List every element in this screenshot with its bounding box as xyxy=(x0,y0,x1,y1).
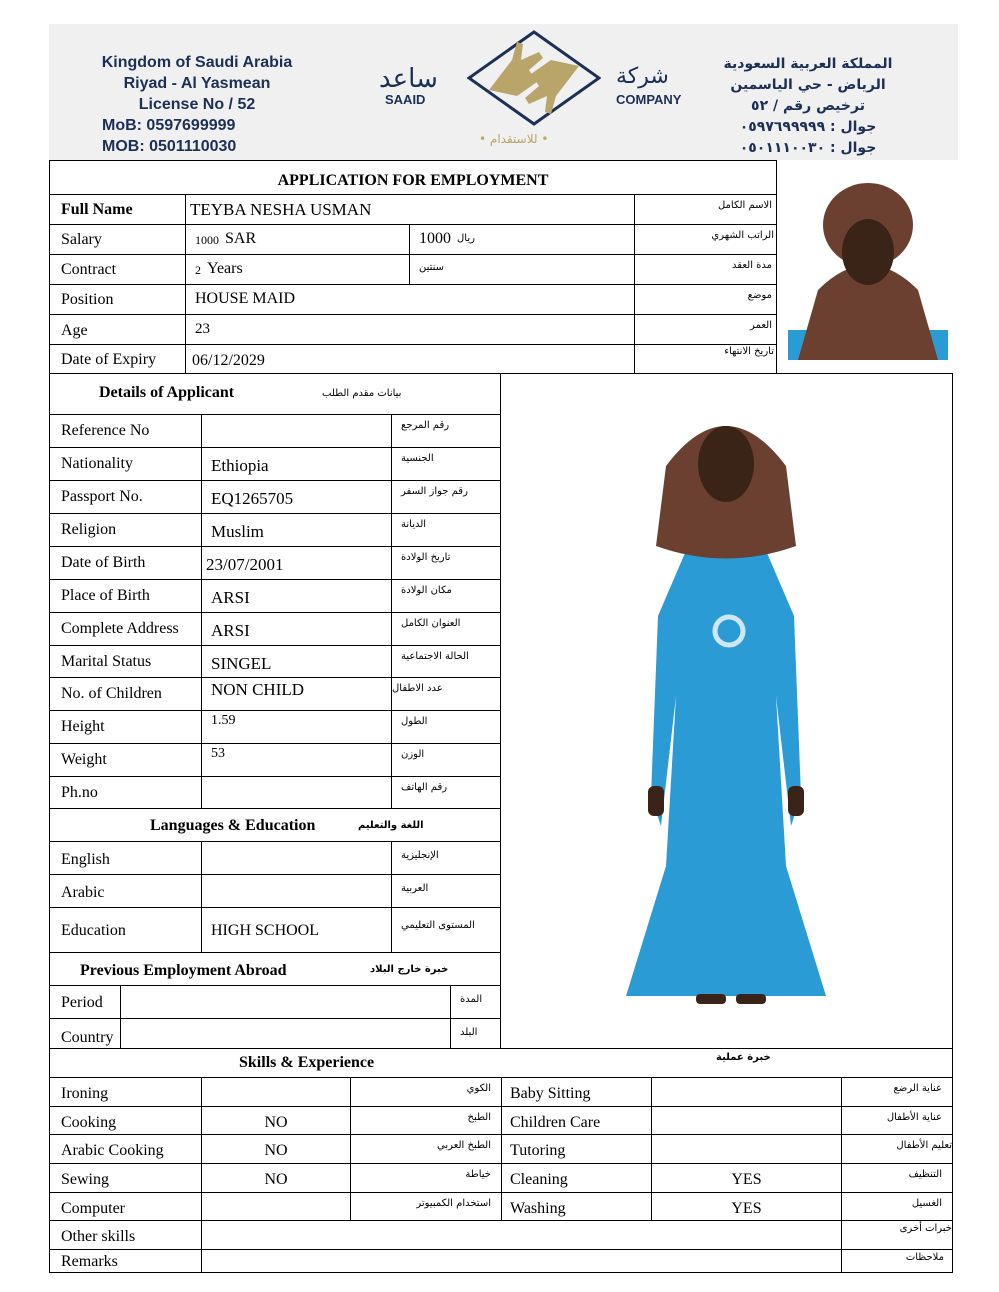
letterhead-english xyxy=(67,52,327,157)
language-ar: العربية xyxy=(401,883,429,894)
details-label: Ph.no xyxy=(61,784,98,801)
skill-ar: عناية الأطفال xyxy=(886,1112,942,1123)
portrait-photo xyxy=(788,180,948,360)
details-value: EQ1265705 xyxy=(211,489,294,508)
skill-value: NO xyxy=(264,1114,288,1131)
details-ar: الوزن xyxy=(401,749,425,760)
letterhead-arabic xyxy=(698,54,918,159)
details-ar: الجنسية xyxy=(401,453,434,464)
details-ar-cell xyxy=(391,414,501,448)
position-label: Position xyxy=(61,291,114,308)
details-value: 1.59 xyxy=(211,713,236,728)
other-skills-ar: خبرات أخرى xyxy=(899,1223,952,1234)
details-value: ARSI xyxy=(211,621,250,640)
skill-label-cell xyxy=(501,1077,652,1107)
position-label-cell xyxy=(49,284,186,315)
skill-label: Washing xyxy=(510,1200,566,1217)
contract-label-cell xyxy=(49,254,186,285)
details-value-cell xyxy=(201,414,392,448)
details-ar: العنوان الكامل xyxy=(401,618,461,629)
details-label-cell xyxy=(49,677,202,711)
salary-unit: SAR xyxy=(225,230,257,247)
details-heading-ar: بيانات مقدم الطلب xyxy=(322,388,402,399)
skill-value-cell xyxy=(651,1163,842,1193)
details-value-cell xyxy=(201,776,392,809)
skill-ar-cell xyxy=(841,1163,953,1193)
salary-ar-value-cell xyxy=(409,224,635,255)
previous-label-cell xyxy=(49,985,121,1019)
hands-logo-icon xyxy=(467,30,601,126)
letterhead-ar-line: المملكة العربية السعودية xyxy=(723,56,893,72)
languages-heading-ar: اللغة والتعليم xyxy=(358,820,424,831)
remarks-value-cell xyxy=(201,1249,842,1273)
details-ar-cell xyxy=(391,447,501,481)
details-value: NON CHILD xyxy=(211,680,305,699)
previous-ar-cell xyxy=(450,1018,501,1050)
skill-ar-cell xyxy=(350,1163,502,1193)
skill-ar: استخدام الكمبيوتر xyxy=(416,1198,491,1209)
details-ar: الحالة الاجتماعية xyxy=(401,651,469,662)
details-ar: رقم المرجع xyxy=(401,420,450,431)
language-label: Arabic xyxy=(61,884,105,901)
age-value: 23 xyxy=(195,321,210,337)
details-ar-cell xyxy=(391,579,501,613)
details-label-cell xyxy=(49,710,202,744)
details-ar: الطول xyxy=(401,716,428,727)
skill-label: Arabic Cooking xyxy=(61,1142,164,1159)
skill-ar: الكوي xyxy=(466,1083,491,1094)
other-skills-label-cell xyxy=(49,1220,202,1250)
salary-ar: الراتب الشهري xyxy=(711,230,774,241)
details-label: No. of Children xyxy=(61,685,162,702)
details-value-cell xyxy=(201,612,392,646)
skill-ar: الطبخ العربي xyxy=(437,1140,491,1151)
details-value: 23/07/2001 xyxy=(206,555,284,574)
languages-heading-cell xyxy=(49,808,501,842)
expiry-label-cell xyxy=(49,344,186,374)
full-body-figure-icon xyxy=(626,396,826,1036)
age-label-cell xyxy=(49,314,186,345)
language-ar: الإنجليزية xyxy=(401,850,439,861)
skill-ar: الطبخ xyxy=(467,1112,491,1123)
letterhead-ar-line: ترخيص رقم / ٥٢ xyxy=(751,98,865,114)
expiry-ar-cell xyxy=(634,344,777,374)
logo-left-english: SAAID xyxy=(385,92,426,107)
contract-value-cell xyxy=(185,254,410,285)
details-label-cell xyxy=(49,447,202,481)
language-value: HIGH SCHOOL xyxy=(211,922,319,939)
full-name-label-cell xyxy=(49,194,186,225)
skill-value: YES xyxy=(731,1171,762,1188)
details-ar: رقم الهاتف xyxy=(401,782,448,793)
previous-value-cell xyxy=(120,1018,451,1050)
language-value-cell xyxy=(201,907,392,953)
skill-value-cell xyxy=(651,1106,842,1136)
previous-ar-cell xyxy=(450,985,501,1019)
language-ar-cell xyxy=(391,874,501,908)
details-value-cell xyxy=(201,546,392,580)
details-ar: مكان الولادة xyxy=(401,585,452,596)
details-label: Passport No. xyxy=(61,488,143,505)
full-name-value-cell xyxy=(185,194,635,225)
position-ar: موضع xyxy=(747,290,772,301)
contract-number: 2 xyxy=(195,263,201,277)
details-value: Muslim xyxy=(211,522,264,541)
details-ar: تاريخ الولادة xyxy=(401,552,451,563)
contract-ar-value-cell xyxy=(409,254,635,285)
details-ar-cell xyxy=(391,710,501,744)
details-label-cell xyxy=(49,743,202,777)
details-heading-cell xyxy=(49,373,501,415)
skill-ar-cell xyxy=(841,1134,953,1164)
languages-heading: Languages & Education xyxy=(150,817,316,834)
skill-label-cell xyxy=(501,1163,652,1193)
remarks-label-cell xyxy=(49,1249,202,1273)
skill-label-cell xyxy=(49,1134,202,1164)
skill-value-cell xyxy=(201,1134,351,1164)
contract-label: Contract xyxy=(61,261,117,278)
details-label-cell xyxy=(49,776,202,809)
skill-ar: الغسيل xyxy=(911,1198,942,1209)
contract-value: Years xyxy=(207,260,243,277)
language-value-cell xyxy=(201,841,392,875)
details-ar-cell xyxy=(391,677,501,711)
skill-ar: خياطة xyxy=(465,1169,491,1180)
skill-ar-cell xyxy=(841,1077,953,1107)
details-label: Reference No xyxy=(61,422,150,439)
details-label-cell xyxy=(49,579,202,613)
letterhead-en-line: License No / 52 xyxy=(138,96,256,113)
full-name-ar: الاسم الكامل xyxy=(717,200,772,211)
details-ar: رقم جواز السفر xyxy=(401,486,468,497)
remarks-ar: ملاحظات xyxy=(905,1252,944,1263)
details-ar-cell xyxy=(391,612,501,646)
skill-value-cell xyxy=(651,1192,842,1222)
details-value-cell xyxy=(201,710,392,744)
language-label: Education xyxy=(61,922,126,939)
details-ar-cell xyxy=(391,776,501,809)
previous-label: Country xyxy=(61,1029,114,1046)
position-value-cell xyxy=(185,284,635,315)
skill-value-cell xyxy=(201,1077,351,1107)
salary-label-cell xyxy=(49,224,186,255)
age-label: Age xyxy=(61,322,88,339)
skill-label-cell xyxy=(49,1106,202,1136)
skill-label: Children Care xyxy=(510,1114,601,1131)
language-label-cell xyxy=(49,874,202,908)
letterhead-en-line: Kingdom of Saudi Arabia xyxy=(101,54,293,71)
details-ar-cell xyxy=(391,645,501,678)
salary-value-cell xyxy=(185,224,410,255)
contract-ar-value: سنتين xyxy=(419,262,445,273)
previous-heading: Previous Employment Abroad xyxy=(80,962,287,979)
letterhead-ar-line: جوال : ٠٥٠١١١٠٠٣٠ xyxy=(739,140,877,156)
language-label: English xyxy=(61,851,110,868)
contract-ar-cell xyxy=(634,254,777,285)
contract-ar: مدة العقد xyxy=(732,260,772,271)
details-label: Height xyxy=(61,718,105,735)
skill-label: Cleaning xyxy=(510,1171,568,1188)
logo-right-english: COMPANY xyxy=(616,92,682,107)
skill-label: Cooking xyxy=(61,1114,117,1131)
details-value-cell xyxy=(201,743,392,777)
previous-heading-ar: خبرة خارج البلاد xyxy=(370,964,449,975)
details-label-cell xyxy=(49,513,202,547)
salary-amount: 1000 xyxy=(195,233,219,247)
details-ar-cell xyxy=(391,480,501,514)
skill-value-cell xyxy=(651,1077,842,1107)
details-label: Complete Address xyxy=(61,620,179,637)
age-ar: العمر xyxy=(750,320,772,331)
details-value-cell xyxy=(201,645,392,678)
skill-label-cell xyxy=(501,1192,652,1222)
salary-label: Salary xyxy=(61,231,102,248)
logo-right-arabic: شركة xyxy=(616,64,669,89)
skill-label-cell xyxy=(49,1077,202,1107)
other-skills-ar-cell xyxy=(841,1220,953,1250)
skill-value-cell xyxy=(651,1134,842,1164)
skill-value: YES xyxy=(731,1200,762,1217)
previous-label: Period xyxy=(61,994,103,1011)
details-label: Weight xyxy=(61,751,107,768)
expiry-label: Date of Expiry xyxy=(61,351,157,368)
skills-heading: Skills & Experience xyxy=(239,1054,375,1071)
details-label: Place of Birth xyxy=(61,587,150,604)
salary-amount-2: 1000 xyxy=(419,230,451,247)
skill-label-cell xyxy=(49,1163,202,1193)
skill-ar: عناية الرضع xyxy=(893,1083,942,1094)
previous-value-cell xyxy=(120,985,451,1019)
letterhead-ar-line: جوال : ٠٥٩٧٦٩٩٩٩٩ xyxy=(739,119,877,135)
skill-value: NO xyxy=(264,1142,288,1159)
skill-label-cell xyxy=(501,1134,652,1164)
skill-ar-cell xyxy=(350,1106,502,1136)
skills-heading-ar: خبرة عملية xyxy=(716,1052,771,1063)
full-name-ar-cell xyxy=(634,194,777,225)
logo-tagline: • للاستقدام • xyxy=(479,132,549,146)
form-title: APPLICATION FOR EMPLOYMENT xyxy=(277,172,549,189)
letterhead xyxy=(49,24,958,160)
full-name-value: TEYBA NESHA USMAN xyxy=(190,200,372,219)
skill-label: Ironing xyxy=(61,1085,109,1102)
details-ar: الديانة xyxy=(401,519,427,530)
other-skills-label: Other skills xyxy=(61,1228,136,1245)
details-label: Nationality xyxy=(61,455,133,472)
details-ar-cell xyxy=(391,743,501,777)
portrait-figure-icon xyxy=(788,180,948,360)
details-value: ARSI xyxy=(211,588,250,607)
details-label-cell xyxy=(49,546,202,580)
skill-ar: التنظيف xyxy=(908,1169,942,1180)
details-label-cell xyxy=(49,480,202,514)
details-heading: Details of Applicant xyxy=(99,384,235,401)
skill-value-cell xyxy=(201,1192,351,1222)
skill-label-cell xyxy=(49,1192,202,1222)
language-label-cell xyxy=(49,907,202,953)
age-value-cell xyxy=(185,314,635,345)
position-value: HOUSE MAID xyxy=(195,290,295,307)
skill-value: NO xyxy=(264,1171,288,1188)
age-ar-cell xyxy=(634,314,777,345)
skill-ar-cell xyxy=(841,1192,953,1222)
details-label-cell xyxy=(49,414,202,448)
details-label: Religion xyxy=(61,521,117,538)
previous-label-cell xyxy=(49,1018,121,1050)
skill-ar: تعليم الأطفال xyxy=(896,1140,952,1151)
details-value-cell xyxy=(201,579,392,613)
logo-left-arabic: ساعد xyxy=(379,64,438,94)
letterhead-en-line: MoB: 0597699999 xyxy=(102,117,236,134)
form-title-cell xyxy=(49,160,777,195)
skill-label: Tutoring xyxy=(510,1142,566,1159)
skill-ar-cell xyxy=(350,1077,502,1107)
previous-ar: المدة xyxy=(460,994,483,1005)
previous-ar: البلد xyxy=(460,1027,478,1038)
skill-label: Sewing xyxy=(61,1171,109,1188)
language-ar-cell xyxy=(391,841,501,875)
skill-label: Baby Sitting xyxy=(510,1085,591,1102)
skill-label: Computer xyxy=(61,1200,125,1217)
details-label-cell xyxy=(49,612,202,646)
expiry-ar: تاريخ الانتهاء xyxy=(724,346,774,357)
details-ar-cell xyxy=(391,513,501,547)
skill-value-cell xyxy=(201,1163,351,1193)
details-label: Marital Status xyxy=(61,653,152,670)
letterhead-en-line: MOB: 0501110030 xyxy=(102,138,237,155)
language-label-cell xyxy=(49,841,202,875)
details-label-cell xyxy=(49,645,202,678)
expiry-value-cell xyxy=(185,344,635,374)
position-ar-cell xyxy=(634,284,777,315)
full-body-photo-cell xyxy=(500,373,953,1050)
previous-heading-cell xyxy=(49,952,501,986)
details-value-cell xyxy=(201,513,392,547)
salary-unit-ar: ريال xyxy=(457,233,475,244)
remarks-ar-cell xyxy=(841,1249,953,1273)
details-value-cell xyxy=(201,480,392,514)
details-ar: عدد الاطفال xyxy=(392,683,443,694)
details-value-cell xyxy=(201,447,392,481)
skill-label-cell xyxy=(501,1106,652,1136)
details-label: Date of Birth xyxy=(61,554,146,571)
language-ar: المستوى التعليمي xyxy=(401,920,475,931)
skills-heading-cell xyxy=(49,1048,953,1078)
other-skills-value-cell xyxy=(201,1220,842,1250)
details-value-cell xyxy=(201,677,392,711)
skill-ar-cell xyxy=(350,1134,502,1164)
expiry-value: 06/12/2029 xyxy=(192,352,265,369)
language-value-cell xyxy=(201,874,392,908)
skill-ar-cell xyxy=(841,1106,953,1136)
letterhead-en-line: Riyad - Al Yasmean xyxy=(123,75,271,92)
details-value: Ethiopia xyxy=(211,456,269,475)
remarks-label: Remarks xyxy=(61,1253,118,1270)
letterhead-ar-line: الرياض - حي الياسمين xyxy=(730,77,886,93)
details-ar-cell xyxy=(391,546,501,580)
details-value: SINGEL xyxy=(211,654,272,673)
language-ar-cell xyxy=(391,907,501,953)
full-name-label: Full Name xyxy=(61,201,133,218)
skill-value-cell xyxy=(201,1106,351,1136)
salary-ar-cell xyxy=(634,224,777,255)
skill-ar-cell xyxy=(350,1192,502,1222)
details-value: 53 xyxy=(211,746,225,761)
